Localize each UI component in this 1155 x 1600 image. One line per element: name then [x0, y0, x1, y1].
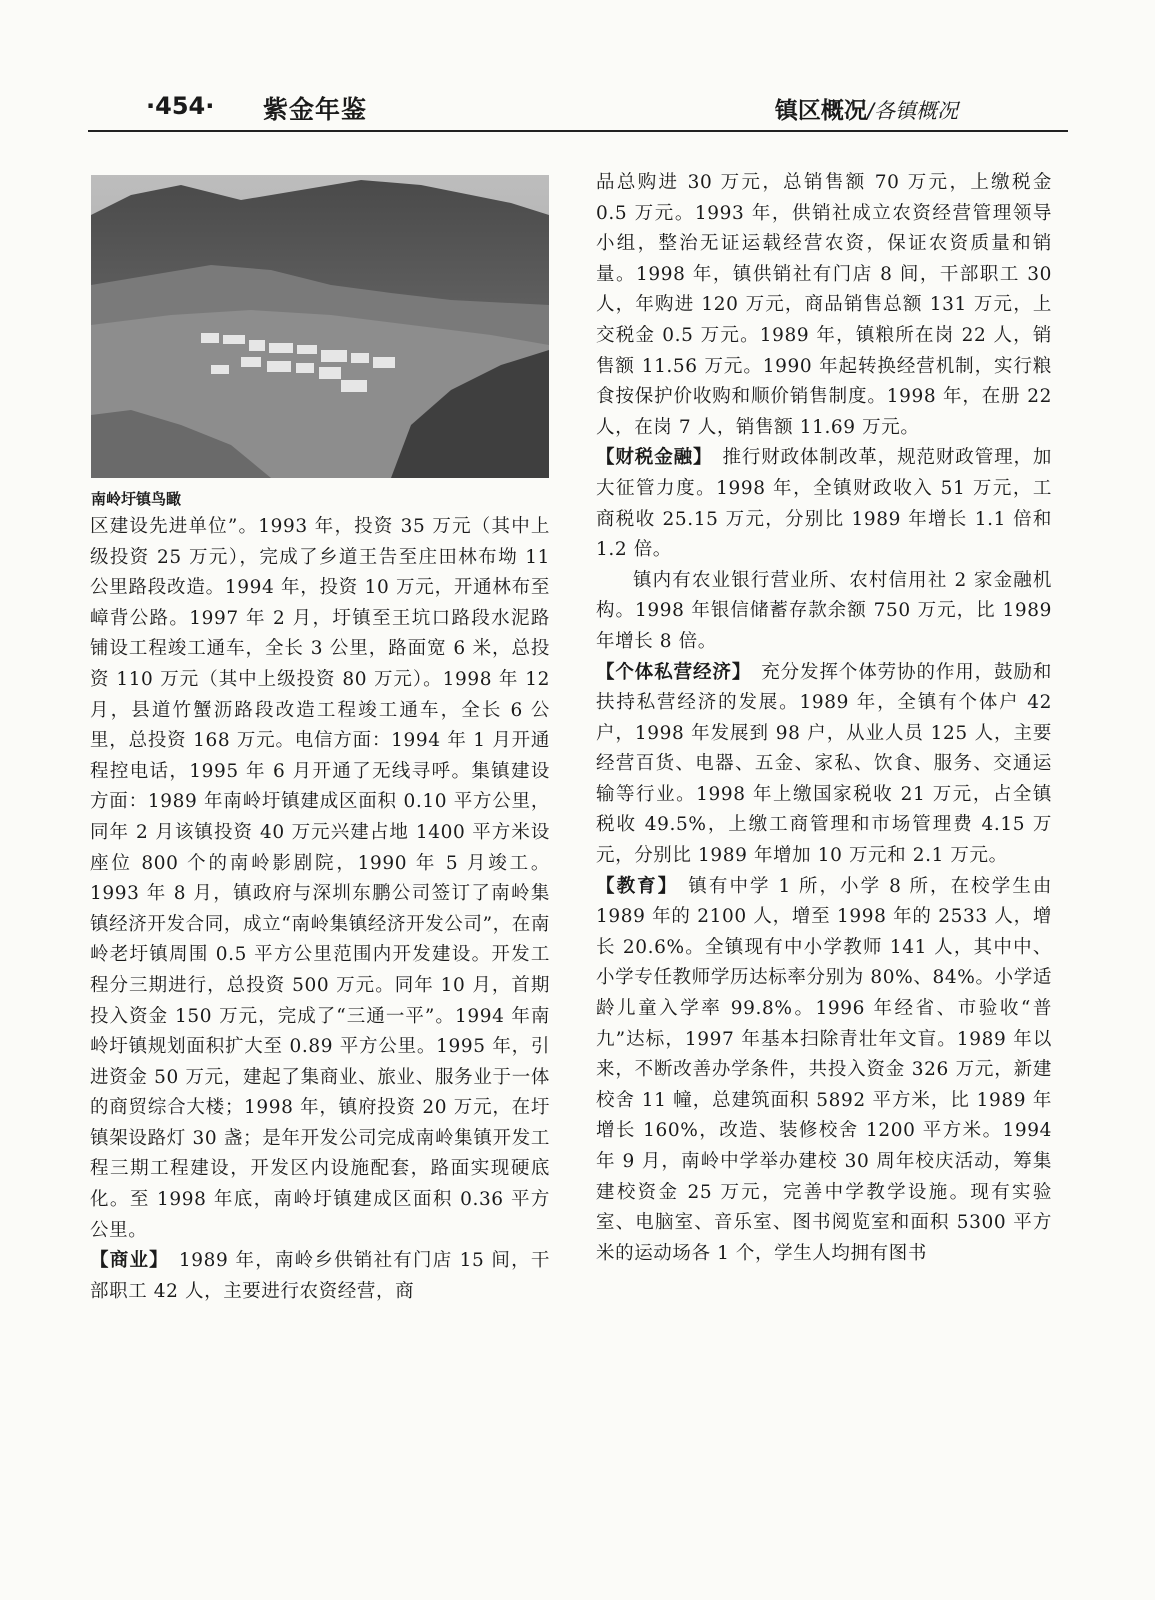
finance-heading: 【财税金融】: [596, 447, 713, 469]
education-heading: 【教育】: [596, 875, 679, 897]
right-paragraph-1: 品总购进 30 万元，总销售额 70 万元，上缴税金 0.5 万元。1993 年，供销社成立农资经营管理领导小组，整治无证运载经营农资，保证农资质量和销量。1998 年，镇供销社有门店 8 间，干部职工 30 人，年购进 120 万元，商品销售总额 131 万元，上交税金 0.5 万元。1989 年，镇粮所在岗 22 人，销售额 11.56 万元。1990 年起转换经营机制，实行粮食按保护价收购和顺价销售制度。1998 年，在册 22 人，在岗 7 人，销售额 11.69 万元。: [596, 172, 1052, 438]
private-economy-text: 充分发挥个体劳协的作用，鼓励和扶持私营经济的发展。1989 年，全镇有个体户 42 户，1998 年发展到 98 户，从业人员 125 人，主要经营百货、电器、五金、家私、饮食、服务、交通运输等行业。1998 年上缴国家税收 21 万元，占全镇税收 49.5%，上缴工商管理和市场管理费 4.15 万元，分别比 1989 年增加 10 万元和 2.1 万元。: [596, 661, 1052, 867]
commerce-paragraph: [90, 1246, 550, 1307]
town-aerial-photo: [91, 175, 549, 478]
finance-paragraph-2: 镇内有农业银行营业所、农村信用社 2 家金融机构。1998 年银信储蓄存款余额 750 万元，比 1989 年增长 8 倍。: [596, 569, 1052, 652]
commerce-heading: 【商业】: [90, 1250, 169, 1272]
education-text: 镇有中学 1 所，小学 8 所，在校学生由 1989 年的 2100 人，增至 1998 年的 2533 人，增长 20.6%。全镇现有中小学教师 141 人，其中中、小学专任教师学历达标率分别为 80%、84%。小学适龄儿童入学率 99.8%。1996 年经省、市验收“普九”达标，1997 年基本扫除青壮年文盲。1989 年以来，不断改善办学条件，共投入资金 326 万元，新建校舍 11 幢，总建筑面积 5892 平方米，比 1989 年增长 160%，改造、装修校舍 1200 平方米。1994 年 9 月，南岭中学举办建校 30 周年校庆活动，筹集建校资金 25 万元，完善中学教学设施。现有实验室、电脑室、音乐室、图书阅览室和面积 5300 平方米的运动场各 1 个，学生人均拥有图书: [596, 875, 1052, 1264]
private-economy-paragraph: [596, 658, 1052, 872]
section-main: 镇区概况: [774, 98, 867, 124]
page-header: [88, 88, 1068, 132]
finance-text: 推行财政体制改革，规范财政管理，加大征管力度。1998 年，全镇财政收入 51 万元，工商税收 25.15 万元，分别比 1989 年增长 1.1 倍和 1.2 倍。: [596, 447, 1053, 561]
book-title: 紫金年鉴: [263, 95, 368, 124]
page-number: ·454·: [146, 92, 215, 120]
finance-paragraph: [596, 443, 1052, 565]
section-title: [775, 92, 958, 125]
commerce-text: 1989 年，南岭乡供销社有门店 15 间，干部职工 42 人，主要进行农资经营，商: [90, 1250, 550, 1302]
left-column: [90, 512, 550, 1307]
private-economy-heading: 【个体私营经济】: [596, 661, 752, 683]
right-column: [596, 168, 1052, 1269]
education-paragraph: [596, 872, 1052, 1270]
left-paragraph-1: 区建设先进单位”。1993 年，投资 35 万元（其中上级投资 25 万元），完成了乡道王告至庄田林布坳 11 公里路段改造。1994 年，投资 10 万元，开通林布至嶂背公路。1997 年 2 月，圩镇至王坑口路段水泥路铺设工程竣工通车，全长 3 公里，路面宽 6 米，总投资 110 万元（其中上级投资 80 万元）。1998 年 12 月，县道竹蟹沥路段改造工程竣工通车，全长 6 公里，总投资 168 万元。电信方面：1994 年 1 月开通程控电话，1995 年 6 月开通了无线寻呼。集镇建设方面：1989 年南岭圩镇建成区面积 0.10 平方公里，同年 2 月该镇投资 40 万元兴建占地 1400 平方米设座位 800 个的南岭影剧院，1990 年 5 月竣工。1993 年 8 月，镇政府与深圳东鹏公司签订了南岭集镇经济开发合同，成立“南岭集镇经济开发公司”，在南岭老圩镇周围 0.5 平方公里范围内开发建设。开发工程分三期进行，总投资 500 万元。同年 10 月，首期投入资金 150 万元，完成了“三通一平”。1994 年南岭圩镇规划面积扩大至 0.89 平方公里。1995 年，引进资金 50 万元，建起了集商业、旅业、服务业于一体的商贸综合大楼；1998 年，镇府投资 20 万元，在圩镇架设路灯 30 盏；是年开发公司完成南岭集镇开发工程三期工程建设，开发区内设施配套，路面实现硬底化。至 1998 年底，南岭圩镇建成区面积 0.36 平方公里。: [90, 516, 550, 1241]
section-sub: /各镇概况: [866, 99, 958, 123]
photo-caption: 南岭圩镇鸟瞰: [91, 490, 182, 508]
